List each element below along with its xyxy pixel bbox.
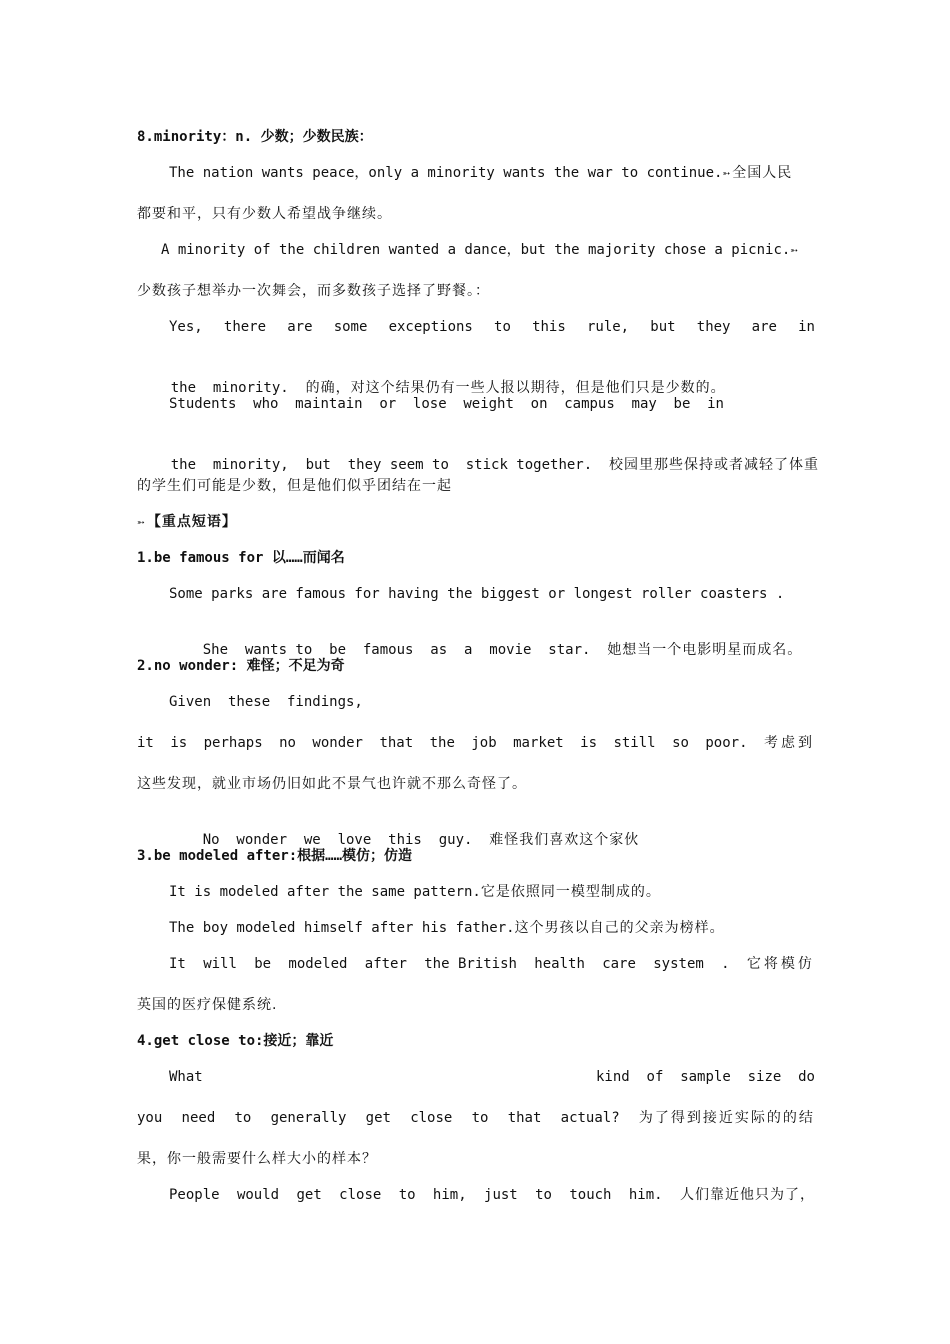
phrase-3-example-1-chinese: 它是依照同一模型制成的。 (480, 884, 661, 900)
word: job (471, 735, 497, 751)
example-4-line-3: 的学生们可能是少数，但是他们似乎团结在一起 (137, 478, 452, 494)
phrase-3-example-1-english: It is modeled after the same pattern. (169, 884, 481, 900)
word: 它将模仿 (746, 956, 815, 972)
word: who (253, 396, 279, 412)
word: Students (169, 396, 237, 412)
word: size (747, 1069, 782, 1085)
phrase-4-example-1-line-3: 果，你一般需要什么样大小的样本？ (137, 1151, 377, 1167)
example-3-line-1 (169, 317, 815, 337)
phrase-3-example-2-english: The boy modeled himself after his father. (169, 920, 515, 936)
word: just (484, 1187, 518, 1203)
example-1-chinese-a: 全国人民 (732, 165, 793, 181)
word: after (364, 956, 407, 972)
phrase-4-heading: 4.get close to:接近；靠近 (137, 1033, 334, 1049)
word: some (333, 319, 368, 335)
word: wonder (312, 735, 363, 751)
word: get (296, 1187, 322, 1203)
word: is (170, 735, 188, 751)
word: actual? (560, 1110, 620, 1126)
word: may (631, 396, 657, 412)
phrase-2-heading: 2.no wonder: 难怪；不足为奇 (137, 658, 345, 674)
word: but (650, 319, 676, 335)
word: the (429, 735, 455, 751)
word: to (471, 1110, 489, 1126)
example-1-chinese-b: 都要和平，只有少数人希望战争继续。 (137, 206, 392, 222)
word: poor. (705, 735, 748, 751)
word: perhaps (203, 735, 263, 751)
word: close (339, 1187, 382, 1203)
word: rule, (586, 319, 630, 335)
phrase-1-example-2-chinese: 她想当一个电影明星而成名。 (607, 642, 803, 658)
phrase-2-example-2-english: No wonder we love this guy. (202, 832, 473, 848)
word: . (721, 956, 730, 972)
word: is (580, 735, 597, 751)
word: on (530, 396, 548, 412)
word: Yes, (169, 319, 203, 335)
word: lose (412, 396, 447, 412)
word: the British (424, 956, 517, 972)
word: no (279, 735, 296, 751)
word: that (507, 1110, 542, 1126)
phrase-1-example-1: Some parks are famous for having the biggest or longest roller coasters . (169, 586, 785, 602)
word: to (535, 1187, 552, 1203)
word: are (751, 319, 777, 335)
word: you (137, 1110, 163, 1126)
example-1-line-1 (169, 163, 815, 184)
phrase-3-example-2 (169, 918, 815, 938)
word: would (236, 1187, 280, 1203)
word: will (203, 956, 237, 972)
word: in (798, 319, 815, 335)
phrase-2-example-1-line-1: Given these findings, (169, 694, 363, 710)
arrow-bullet-icon: ➳ (722, 166, 731, 181)
word: get (365, 1110, 391, 1126)
word: exceptions (388, 319, 473, 335)
word: there (223, 319, 267, 335)
phrase-2-example-1-line-2 (137, 733, 815, 753)
example-4-english: the minority, but they seem to stick together. (170, 457, 593, 473)
word: sample (680, 1069, 731, 1085)
arrow-bullet-icon: ➳ (790, 243, 799, 258)
example-1-english: The nation wants peace，only a minority wants the war to continue. (169, 165, 723, 181)
phrase-1-heading: 1.be famous for 以……而闻名 (137, 550, 345, 566)
word: 为了得到接近实际的的结 (638, 1110, 815, 1126)
word: are (287, 319, 313, 335)
word: People (169, 1187, 220, 1203)
word: It (169, 956, 186, 972)
phrase-1-example-2-english: She wants to be famous as a movie star. (202, 642, 591, 658)
word: touch (569, 1187, 612, 1203)
word: him, (432, 1187, 467, 1203)
phrase-2-example-2-chinese: 难怪我们喜欢这个家伙 (489, 832, 640, 848)
word: What (169, 1069, 203, 1085)
word: be (254, 956, 272, 972)
arrow-bullet-icon: ➳ (137, 515, 145, 530)
word: so (672, 735, 689, 751)
word: care (602, 956, 636, 972)
word: 考虑到 (763, 735, 815, 751)
word: in (707, 396, 724, 412)
word: it (137, 735, 154, 751)
word: kind (596, 1069, 630, 1085)
phrase-3-example-1 (169, 882, 815, 902)
phrase-3-example-3-line-2: 英国的医疗保健系统. (137, 997, 278, 1013)
word: to (494, 319, 511, 335)
example-2-english: A minority of the children wanted a dance，but the majority chose a picnic. (161, 242, 791, 258)
example-2-line-1 (161, 240, 815, 261)
key-phrases-title: 【重点短语】 (146, 514, 237, 530)
word: of (646, 1069, 664, 1085)
word: him. (628, 1187, 663, 1203)
word: or (379, 396, 397, 412)
example-3-chinese: 的确，对这个结果仍有一些人报以期待，但是他们只是少数的。 (305, 380, 726, 396)
word: need (181, 1110, 216, 1126)
word: be (673, 396, 691, 412)
word: 人们靠近他只为了， (679, 1187, 815, 1203)
word: to (398, 1187, 416, 1203)
word: market (513, 735, 564, 751)
word: modeled (288, 956, 348, 972)
word: do (798, 1069, 815, 1085)
word: campus (564, 396, 615, 412)
phrase-3-example-2-chinese: 这个男孩以自己的父亲为榜样。 (514, 920, 725, 936)
minority-heading: 8.minority：n. 少数；少数民族： (137, 129, 373, 145)
word: that (379, 735, 414, 751)
example-3-english: the minority. (170, 380, 289, 396)
word: to (234, 1110, 252, 1126)
word: maintain (295, 396, 363, 412)
word: this (532, 319, 566, 335)
example-4-line-1 (169, 394, 724, 414)
word: health (534, 956, 585, 972)
example-2-chinese: 少数孩子想举办一次舞会，而多数孩子选择了野餐。： (137, 283, 490, 299)
example-4-chinese: 校园里那些保持或者减轻了体重 (609, 457, 820, 473)
word: close (410, 1110, 453, 1126)
key-phrases-heading (137, 512, 815, 533)
phrase-2-example-1-line-3: 这些发现，就业市场仍旧如此不景气也许就不那么奇怪了。 (137, 776, 527, 792)
word: still (613, 735, 656, 751)
phrase-3-example-3-line-1 (169, 954, 815, 974)
word: generally (270, 1110, 347, 1126)
word: weight (463, 396, 514, 412)
phrase-4-example-1-line-2 (137, 1108, 815, 1128)
phrase-3-heading: 3.be modeled after:根据……模仿；仿造 (137, 848, 413, 864)
phrase-4-example-2-line-1 (169, 1185, 815, 1205)
word: they (696, 319, 731, 335)
word: system (653, 956, 704, 972)
